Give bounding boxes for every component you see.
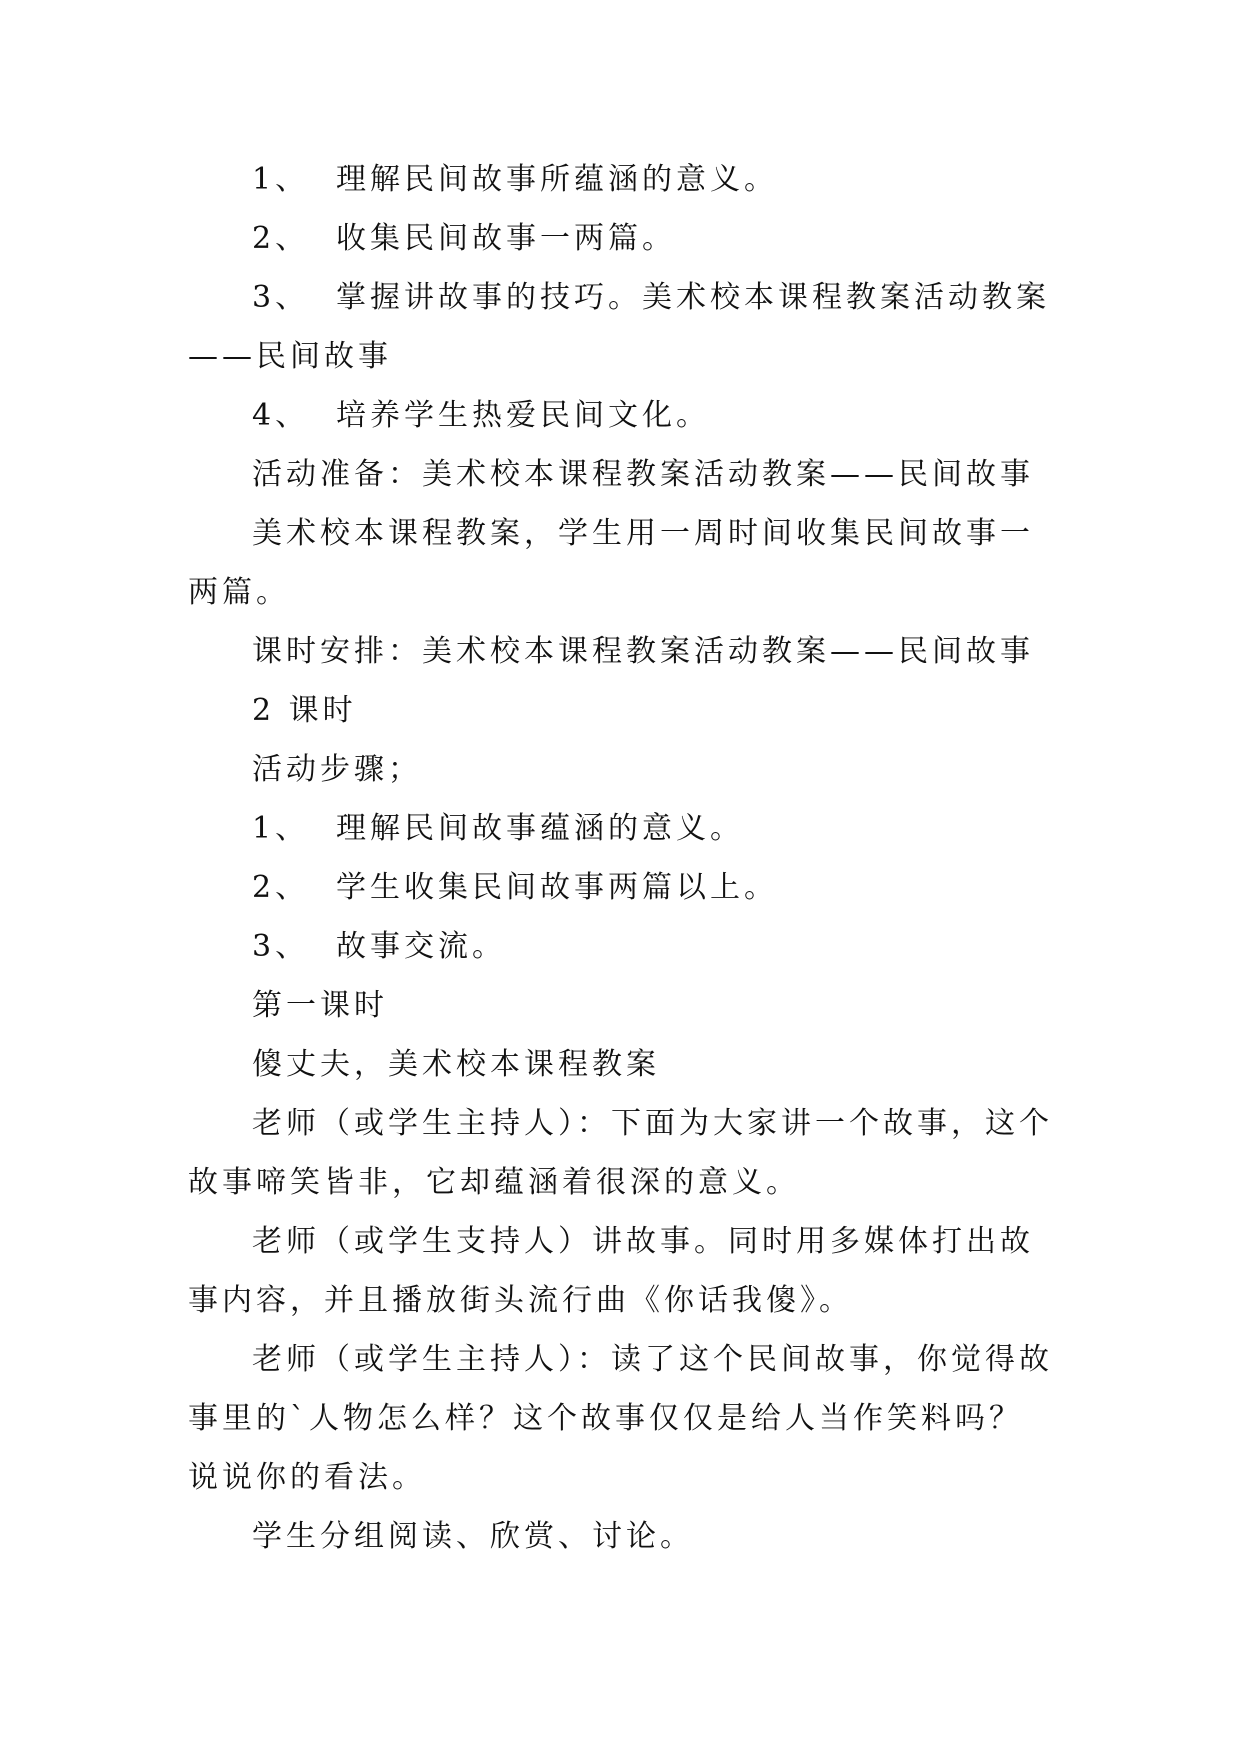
schedule-text: 2 课时 [252,693,357,728]
prep-text: 美术校本课程教案，学生用一周时间收集民间故事一两篇。 [188,516,1034,610]
paragraph: 老师（或学生主持人）：读了这个民间故事，你觉得故事里的`人物怎么样？这个故事仅仅是给人当作笑料吗？说说你的看法。 [188,1342,1053,1495]
objective-text: 理解民间故事所蕴涵的意义。 [336,162,778,197]
objective-item [188,209,1054,268]
step-text: 理解民间故事蕴涵的意义。 [336,811,744,846]
lesson-heading: 第一课时 [252,988,388,1023]
step-item [188,799,1054,858]
list-number: 3、 [252,929,310,964]
step-item [188,917,1054,976]
list-number: 1、 [252,162,310,197]
list-number: 4、 [252,398,310,433]
objective-item [188,150,1054,209]
document-body [188,150,1054,1566]
paragraph: 学生分组阅读、欣赏、讨论。 [252,1519,694,1554]
paragraph: 老师（或学生主持人）：下面为大家讲一个故事，这个故事啼笑皆非，它却蕴涵着很深的意义。 [188,1106,1053,1200]
step-text: 故事交流。 [336,929,506,964]
list-number: 2、 [252,221,310,256]
step-text: 学生收集民间故事两篇以上。 [336,870,778,905]
paragraph: 老师（或学生支持人）讲故事。同时用多媒体打出故事内容，并且播放街头流行曲《你话我傻》。 [188,1224,1034,1318]
story-title: 傻丈夫，美术校本课程教案 [252,1047,660,1082]
steps-heading: 活动步骤； [252,752,422,787]
objective-text: 收集民间故事一两篇。 [336,221,676,256]
list-number: 3、 [252,280,310,315]
list-number: 2、 [252,870,310,905]
list-number: 1、 [252,811,310,846]
step-item [188,858,1054,917]
objective-item [188,268,1054,386]
objective-text: 掌握讲故事的技巧。美术校本课程教案活动教案——民间故事 [188,280,1050,374]
objective-item [188,386,1054,445]
schedule-heading: 课时安排：美术校本课程教案活动教案——民间故事 [252,634,1034,669]
prep-heading: 活动准备：美术校本课程教案活动教案——民间故事 [252,457,1034,492]
objective-text: 培养学生热爱民间文化。 [336,398,710,433]
